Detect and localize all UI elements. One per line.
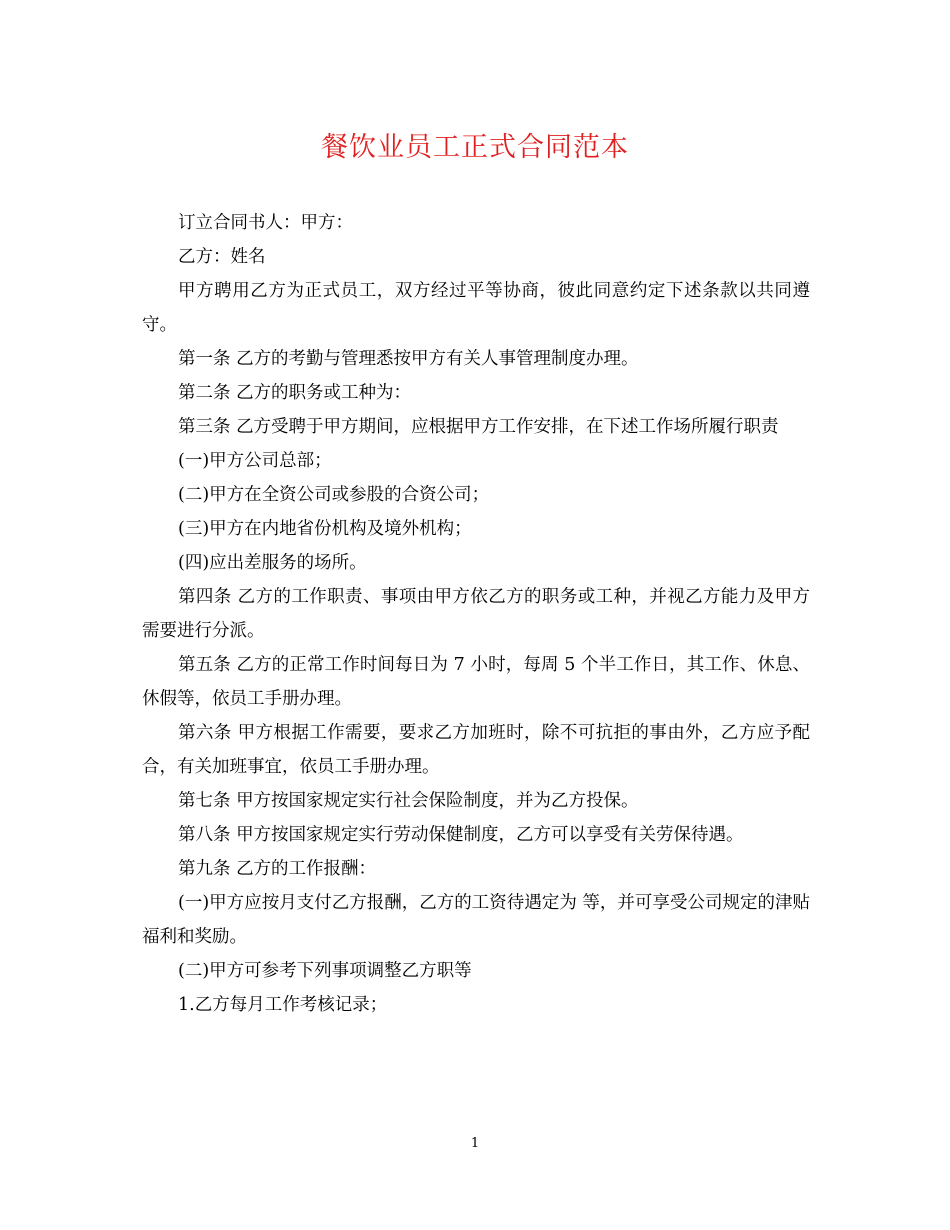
- paragraph: 1.乙方每月工作考核记录；: [178, 995, 388, 1015]
- paragraph: 甲方聘用乙方为正式员工，双方经过平等协商，彼此同意约定下述条款以共同遵守。: [142, 281, 810, 335]
- paragraph: 第七条 甲方按国家规定实行社会保险制度，并为乙方投保。: [178, 791, 639, 811]
- paragraph: 第六条 甲方根据工作需要，要求乙方加班时，除不可抗拒的事由外，乙方应予配合，有关加班事宜，依员工手册办理。: [142, 723, 810, 777]
- page-number: 1: [470, 1136, 480, 1151]
- paragraph: 乙方：姓名: [178, 247, 266, 267]
- document-title: 餐饮业员工正式合同范本: [321, 132, 629, 163]
- paragraph: 第一条 乙方的考勤与管理悉按甲方有关人事管理制度办理。: [178, 349, 639, 369]
- paragraph: 第五条 乙方的正常工作时间每日为 7 小时，每周 5 个半工作日，其工作、休息、休假等，依员工手册办理。: [142, 655, 810, 709]
- paragraph: (三)甲方在内地省份机构及境外机构；: [178, 519, 472, 539]
- paragraph: (一)甲方应按月支付乙方报酬，乙方的工资待遇定为 等，并可享受公司规定的津贴福利和奖励。: [142, 893, 810, 947]
- paragraph: 第三条 乙方受聘于甲方期间，应根据甲方工作安排，在下述工作场所履行职责: [178, 417, 779, 437]
- paragraph: (二)甲方可参考下列事项调整乙方职等: [178, 961, 472, 981]
- paragraph: (二)甲方在全资公司或参股的合资公司；: [178, 485, 490, 505]
- paragraph: 订立合同书人：甲方：: [178, 213, 353, 233]
- paragraph: 第二条 乙方的职务或工种为：: [178, 383, 412, 403]
- paragraph: (四)应出差服务的场所。: [178, 553, 367, 573]
- paragraph: (一)甲方公司总部；: [178, 451, 332, 471]
- paragraph: 第九条 乙方的工作报酬：: [178, 859, 377, 879]
- paragraph: 第八条 甲方按国家规定实行劳动保健制度，乙方可以享受有关劳保待遇。: [178, 825, 744, 845]
- document-body: [142, 206, 810, 1022]
- paragraph: 第四条 乙方的工作职责、事项由甲方依乙方的职务或工种，并视乙方能力及甲方需要进行分派。: [142, 587, 810, 641]
